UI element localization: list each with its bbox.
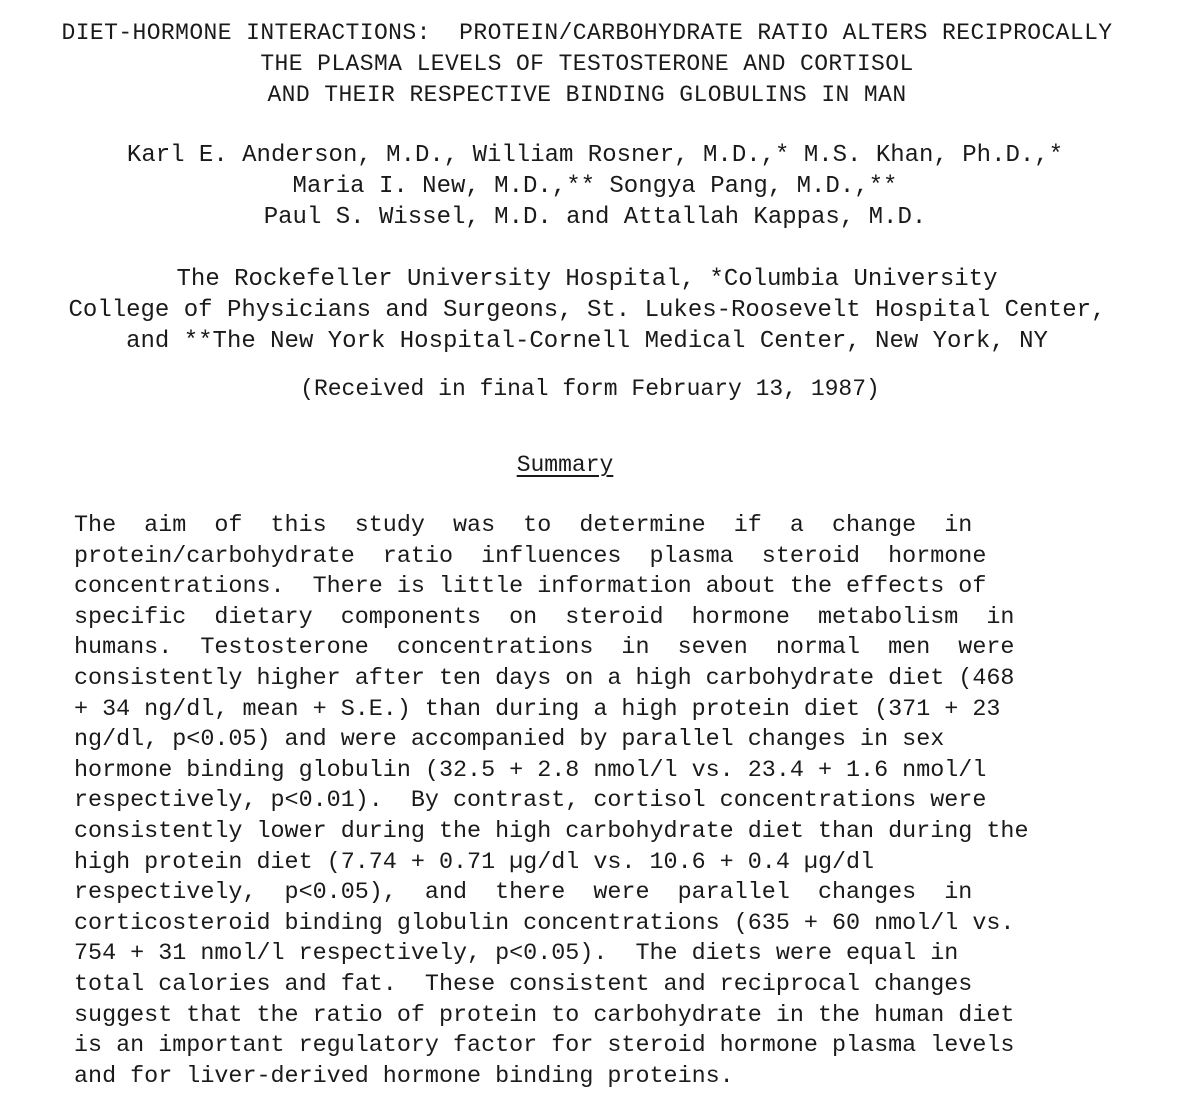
title-line-1: DIET-HORMONE INTERACTIONS: PROTEIN/CARBOHYDRATE RATIO ALTERS RECIPROCALLY bbox=[61, 20, 1113, 46]
abstract-line: high protein diet (7.74 + 0.71 µg/dl vs. 10.6 + 0.4 µg/dl bbox=[74, 849, 875, 876]
summary-heading bbox=[0, 450, 1130, 481]
affiliations bbox=[0, 264, 1174, 357]
author-line-3: Paul S. Wissel, M.D. and Attallah Kappas, M.D. bbox=[263, 204, 927, 231]
paper-title bbox=[0, 18, 1174, 111]
author-list bbox=[0, 140, 1190, 233]
abstract-body bbox=[74, 511, 1124, 1092]
abstract-line: respectively, p<0.01). By contrast, cortisol concentrations were bbox=[74, 788, 987, 815]
title-line-3: AND THEIR RESPECTIVE BINDING GLOBULINS IN MAN bbox=[267, 82, 907, 108]
abstract-line: humans. Testosterone concentrations in seven normal men were bbox=[74, 635, 1015, 662]
abstract-line: is an important regulatory factor for steroid hormone plasma levels bbox=[74, 1033, 1015, 1060]
author-line-1: Karl E. Anderson, M.D., William Rosner, M.D.,* M.S. Khan, Ph.D.,* bbox=[126, 142, 1064, 169]
title-line-2: THE PLASMA LEVELS OF TESTOSTERONE AND CORTISOL bbox=[260, 51, 914, 77]
abstract-line: protein/carbohydrate ratio influences plasma steroid hormone bbox=[74, 543, 987, 570]
affiliation-line-3: and **The New York Hospital-Cornell Medical Center, New York, NY bbox=[126, 328, 1048, 355]
abstract-line: specific dietary components on steroid hormone metabolism in bbox=[74, 604, 1015, 631]
abstract-line: 754 + 31 nmol/l respectively, p<0.05). The diets were equal in bbox=[74, 941, 959, 968]
abstract-line: corticosteroid binding globulin concentrations (635 + 60 nmol/l vs. bbox=[74, 910, 1015, 937]
summary-heading-text: Summary bbox=[516, 452, 614, 478]
abstract-line: respectively, p<0.05), and there were parallel changes in bbox=[74, 880, 973, 907]
abstract-line: and for liver-derived hormone binding proteins. bbox=[74, 1063, 734, 1090]
abstract-line: suggest that the ratio of protein to carbohydrate in the human diet bbox=[74, 1002, 1015, 1029]
abstract-line: consistently lower during the high carbohydrate diet than during the bbox=[74, 818, 1029, 845]
abstract-line: hormone binding globulin (32.5 + 2.8 nmol/l vs. 23.4 + 1.6 nmol/l bbox=[74, 757, 987, 784]
affiliation-line-1: The Rockefeller University Hospital, *Columbia University bbox=[176, 266, 998, 293]
abstract-line: + 34 ng/dl, mean + S.E.) than during a high protein diet (371 + 23 bbox=[74, 696, 1001, 723]
abstract-line: concentrations. There is little information about the effects of bbox=[74, 574, 987, 601]
author-line-2: Maria I. New, M.D.,** Songya Pang, M.D.,** bbox=[292, 173, 898, 200]
abstract-line: total calories and fat. These consistent and reciprocal changes bbox=[74, 971, 973, 998]
received-date: (Received in final form February 13, 1987) bbox=[300, 376, 880, 402]
abstract-line: consistently higher after ten days on a high carbohydrate diet (468 bbox=[74, 665, 1015, 692]
abstract-line: ng/dl, p<0.05) and were accompanied by parallel changes in sex bbox=[74, 727, 945, 754]
abstract-line: The aim of this study was to determine if a change in bbox=[74, 513, 973, 539]
affiliation-line-2: College of Physicians and Surgeons, St. Lukes-Roosevelt Hospital Center, bbox=[68, 297, 1106, 324]
